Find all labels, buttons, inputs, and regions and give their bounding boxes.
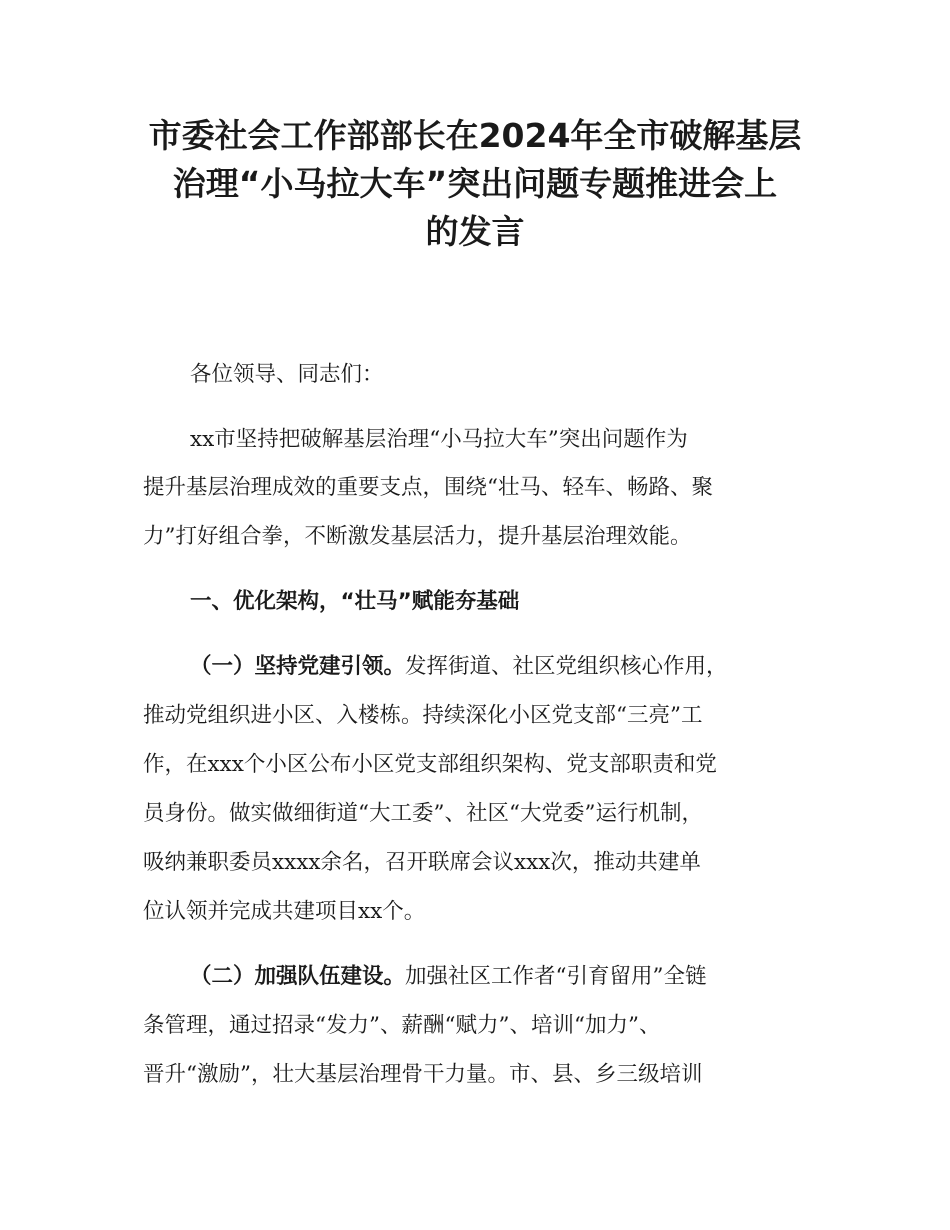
- title-line-2: 治理“小马拉大车”突出问题专题推进会上: [172, 164, 778, 203]
- intro-line-1: xx市坚持把破解基层治理“小马拉大车”突出问题作为: [190, 427, 688, 452]
- title-line-1: 市委社会工作部部长在2024年全市破解基层: [148, 116, 802, 155]
- item2-lead: （二）加强队伍建设。: [190, 964, 406, 989]
- intro-line-2: 提升基层治理成效的重要支点，围绕“壮马、轻车、畅路、聚: [143, 475, 713, 500]
- section-heading-1: 一、优化架构，“壮马”赋能夯基础: [190, 589, 520, 614]
- item1-lead: （一）坚持党建引领。: [190, 654, 406, 679]
- item1-line-5: 吸纳兼职委员xxxx余名，召开联席会议xxx次，推动共建单: [143, 850, 701, 875]
- item2-line-3: 晋升“激励”，壮大基层治理骨干力量。市、县、乡三级培训: [143, 1062, 703, 1087]
- item1-line-1: [190, 648, 728, 686]
- title-line-3: 的发言: [425, 212, 525, 251]
- item2-line-2: 条管理，通过招录“发力”、薪酬“赋力”、培训“加力”、: [143, 1013, 661, 1038]
- item2-text-1: 加强社区工作者“引育留用”全链: [405, 964, 707, 989]
- item1-line-2: 推动党组织进小区、入楼栋。持续深化小区党支部“三亮”工: [143, 703, 703, 728]
- item1-line-4: 员身份。做实做细街道“大工委”、社区“大党委”运行机制，: [143, 801, 703, 826]
- document-title: [100, 112, 850, 256]
- item1-text-1: 发挥街道、社区党组织核心作用，: [405, 654, 728, 679]
- item2-line-1: [190, 958, 707, 996]
- greeting: 各位领导、同志们：: [190, 362, 384, 387]
- intro-line-3: 力”打好组合拳，不断激发基层活力，提升基层治理效能。: [143, 524, 692, 549]
- item1-line-3: 作，在xxx个小区公布小区党支部组织架构、党支部职责和党: [143, 752, 717, 777]
- item1-line-6: 位认领并完成共建项目xx个。: [143, 899, 426, 924]
